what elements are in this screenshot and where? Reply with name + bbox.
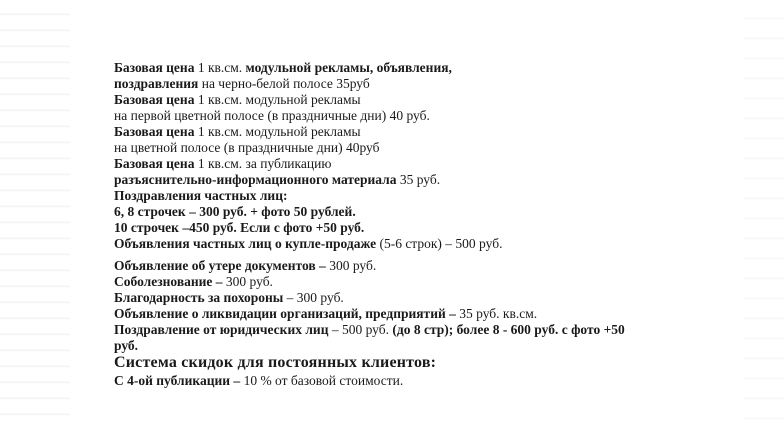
price-line-5-text: 1 кв.см. модульной рекламы [194, 124, 361, 139]
discount-line-text: 10 % от базовой стоимости. [240, 373, 404, 388]
price-line-10 [114, 204, 754, 220]
price-line-16 [114, 306, 754, 322]
price-line-6 [114, 140, 754, 156]
price-line-2 [114, 76, 754, 92]
price-line-3-bold: Базовая цена [114, 92, 195, 107]
discount-line-bold: С 4-ой публикации – [114, 373, 241, 388]
price-line-4-text: на первой цветной полосе (в праздничные дни) 40 руб. [114, 108, 430, 123]
price-line-5-bold: Базовая цена [114, 124, 195, 139]
price-line-15 [114, 290, 754, 306]
price-line-7 [114, 156, 754, 172]
price-line-14-bold: Соболезнование – [114, 274, 223, 289]
discount-line [114, 373, 754, 389]
price-list-document [114, 60, 754, 389]
price-line-16-text: 35 руб. кв.см. [455, 306, 538, 321]
discount-heading: Система скидок для постоянных клиентов: [114, 354, 437, 371]
price-line-11-bold: 10 строчек –450 руб. Если с фото +50 руб. [114, 220, 365, 235]
scan-margin-noise-left [0, 0, 70, 428]
price-line-15-bold: Благодарность за похороны [114, 290, 284, 305]
price-line-8 [114, 172, 754, 188]
price-line-15-text: – 300 руб. [283, 290, 344, 305]
price-line-7-text: 1 кв.см. за публикацию [194, 156, 332, 171]
price-line-13 [114, 258, 754, 274]
price-line-14 [114, 274, 754, 290]
price-line-18 [114, 338, 754, 354]
price-line-12 [114, 236, 754, 252]
price-line-1-bold2: модульной рекламы, объявления, [245, 60, 452, 75]
price-line-7-bold: Базовая цена [114, 156, 195, 171]
price-line-1 [114, 60, 754, 76]
price-line-17-bold2: (до 8 стр); более 8 - 600 руб. с фото +50 [392, 322, 625, 337]
price-line-12-bold: Объявления частных лиц о купле-продаже [114, 236, 377, 251]
price-line-6-text: на цветной полосе (в праздничные дни) 40руб [114, 140, 380, 155]
price-line-17-text: – 500 руб. [328, 322, 393, 337]
price-line-3-text: 1 кв.см. модульной рекламы [194, 92, 361, 107]
price-line-2-bold: поздравления [114, 76, 199, 91]
price-line-9-bold: Поздравления частных лиц: [114, 188, 288, 203]
price-line-18-bold: руб. [114, 338, 139, 353]
price-line-13-text: 300 руб. [325, 258, 377, 273]
price-line-4 [114, 108, 754, 124]
price-line-3 [114, 92, 754, 108]
price-line-1-bold: Базовая цена [114, 60, 195, 75]
price-line-8-text: 35 руб. [396, 172, 441, 187]
price-line-5 [114, 124, 754, 140]
price-line-12-text: (5-6 строк) – 500 руб. [376, 236, 503, 251]
price-line-17-bold: Поздравление от юридических лиц [114, 322, 329, 337]
price-line-1-text: 1 кв.см. [194, 60, 246, 75]
price-line-10-bold: 6, 8 строчек – 300 руб. + фото 50 рублей. [114, 204, 356, 219]
price-line-2-text: на черно-белой полосе 35руб [198, 76, 370, 91]
price-line-17 [114, 322, 754, 338]
price-line-14-text: 300 руб. [222, 274, 273, 289]
price-line-9 [114, 188, 754, 204]
price-line-8-bold: разъяснительно-информационного материала [114, 172, 397, 187]
price-line-11 [114, 220, 754, 236]
price-line-16-bold: Объявление о ликвидации организаций, предприятий – [114, 306, 456, 321]
price-line-13-bold: Объявление об утере документов – [114, 258, 326, 273]
